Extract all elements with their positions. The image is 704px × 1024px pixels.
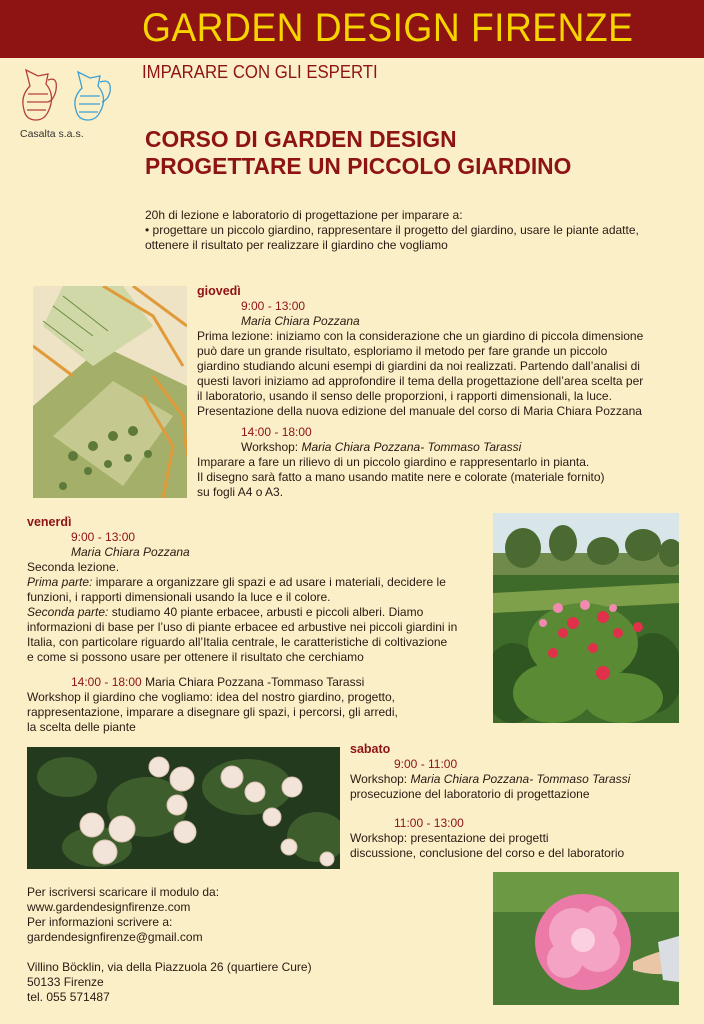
workshop-line — [350, 772, 695, 787]
afternoon-line — [27, 675, 487, 690]
jugs-logo — [18, 66, 128, 122]
time-slot: 11:00 - 13:00 — [394, 816, 464, 830]
description-line: il laboratorio, usando il senso delle proporzioni, i rapporti dimensionali, la luce. — [197, 389, 612, 403]
time-slot: 14:00 - 18:00 — [71, 675, 142, 689]
day-label-friday: venerdì — [27, 515, 72, 529]
description-line: questi lavori iniziamo ad approfondire il tema della progettazione dell’area scelta per — [197, 374, 644, 388]
teacher-name: Maria Chiara Pozzana -Tommaso Tarassi — [141, 675, 365, 689]
contacts — [27, 885, 347, 1005]
description-line: discussione, conclusione del corso e del laboratorio — [350, 846, 625, 860]
time-slot: 9:00 - 13:00 — [71, 530, 136, 544]
peony-garden-photo — [493, 513, 679, 723]
course-title-line1: CORSO DI GARDEN DESIGN — [145, 126, 457, 152]
pink-peony-photo — [493, 872, 679, 1005]
description-line — [27, 575, 487, 590]
thursday-section — [197, 284, 697, 500]
description-line: e come si possono usare per ottenere il risultato che cerchiamo — [27, 650, 364, 664]
description-line: Seconda lezione. — [27, 560, 120, 574]
description-line: funzioni, i rapporti dimensionali usando la luce e il colore. — [27, 590, 331, 604]
description-line: rappresentazione, imparare a disegnare gli spazi, i percorsi, gli arredi, — [27, 705, 398, 719]
course-title-line2: PROGETTARE UN PICCOLO GIARDINO — [145, 153, 572, 179]
part-label: Seconda parte: — [27, 605, 109, 619]
teacher-name: Maria Chiara Pozzana — [241, 314, 360, 328]
teacher-name: Maria Chiara Pozzana- Tommaso Tarassi — [301, 440, 522, 454]
course-title — [145, 126, 571, 180]
contact-line: Per informazioni scrivere a: — [27, 915, 173, 929]
intro — [145, 208, 685, 253]
friday-section — [27, 515, 487, 735]
intro-line: • progettare un piccolo giardino, rappresentare il progetto del giardino, usare le piante adatte, — [145, 223, 639, 237]
page-subtitle: IMPARARE CON GLI ESPERTI — [142, 62, 378, 82]
description-line: su fogli A4 o A3. — [197, 485, 284, 499]
address-line: 50133 Firenze — [27, 975, 104, 989]
description-line: la scelta delle piante — [27, 720, 136, 734]
intro-line: 20h di lezione e laboratorio di progettazione per imparare a: — [145, 208, 463, 222]
description-line: Workshop: presentazione dei progetti — [350, 831, 549, 845]
part-label: Prima parte: — [27, 575, 93, 589]
description-line — [27, 605, 487, 620]
intro-line: ottenere il risultato per realizzare il giardino che vogliamo — [145, 238, 448, 252]
workshop-label: Workshop: — [350, 772, 411, 786]
day-label-saturday: sabato — [350, 742, 391, 756]
contact-line: Per iscriversi scaricare il modulo da: — [27, 885, 220, 899]
description-line: prosecuzione del laboratorio di progettazione — [350, 787, 590, 801]
teacher-name: Maria Chiara Pozzana- Tommaso Tarassi — [410, 772, 631, 786]
description-line: Italia, con particolare riguardo all’Italia centrale, le caratteristiche di coltivazione — [27, 635, 448, 649]
garden-plan-image — [33, 286, 187, 498]
part-text: imparare a organizzare gli spazi e ad usare i materiali, decidere le — [92, 575, 446, 589]
phone-line: tel. 055 571487 — [27, 990, 110, 1004]
workshop-line — [197, 440, 697, 455]
company-name: Casalta s.a.s. — [20, 128, 84, 140]
description-line: può dare un grande risultato, esploriamo il metodo per fare grande un piccolo — [197, 344, 608, 358]
description-line: giardino studiando alcuni esempi di giardini da noi realizzati. Partendo dall’analisi di — [197, 359, 640, 373]
email-link[interactable]: gardendesignfirenze@gmail.com — [27, 930, 203, 944]
time-slot: 9:00 - 11:00 — [394, 757, 458, 771]
teacher-name: Maria Chiara Pozzana — [71, 545, 190, 559]
page-title: GARDEN DESIGN FIRENZE — [142, 6, 634, 50]
description-line: Il disegno sarà fatto a mano usando matite nere e colorate (materiale fornito) — [197, 470, 605, 484]
saturday-section — [350, 742, 695, 861]
day-label-thursday: giovedì — [197, 284, 241, 298]
time-slot: 9:00 - 13:00 — [241, 299, 306, 313]
website-link[interactable]: www.gardendesignfirenze.com — [27, 900, 191, 914]
description-line: Imparare a fare un rilievo di un piccolo giardino e rappresentarlo in pianta. — [197, 455, 590, 469]
description-line: Workshop il giardino che vogliamo: idea del nostro giardino, progetto, — [27, 690, 395, 704]
workshop-label: Workshop: — [241, 440, 302, 454]
white-roses-photo — [27, 747, 340, 869]
part-text: studiamo 40 piante erbacee, arbusti e piccoli alberi. Diamo — [108, 605, 424, 619]
description-line: Presentazione della nuova edizione del manuale del corso di Maria Chiara Pozzana — [197, 404, 642, 418]
address-line: Villino Böcklin, via della Piazzuola 26 (quartiere Cure) — [27, 960, 312, 974]
time-slot: 14:00 - 18:00 — [241, 425, 312, 439]
description-line: informazioni di base per l’uso di piante erbacee ed arbustive nei piccoli giardini in — [27, 620, 458, 634]
description-line: Prima lezione: iniziamo con la considerazione che un giardino di piccola dimensione — [197, 329, 644, 343]
